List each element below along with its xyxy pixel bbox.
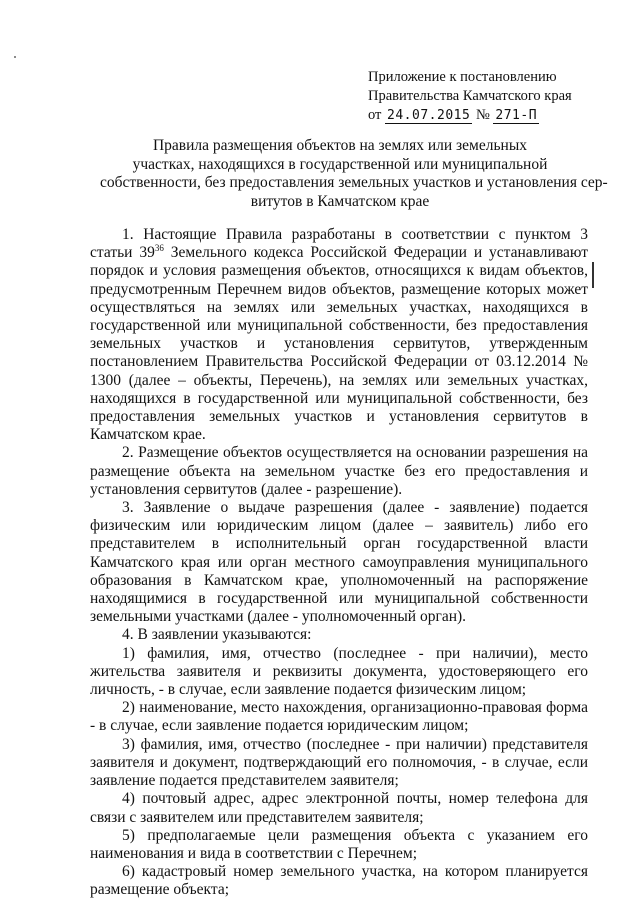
paragraph-1-rest: Земельного кодекса Российской Федерации и устанавливают порядок и условия размещения объектов, относящихся к видам объектов, предусмотренным Перечнем видов объектов, размещение которых может осуществляться на землях или земельных участках, находящихся в государственной или муниципальной собственности, без предоставления земельных участков и установления сервитутов, утвержденным постановлением Правительства Российской Федерации от 03.12.2014 № 1300 (далее – объекты, Перечень), на землях или земельных участках, находящихся в государственной или муниципальной собственности, без предоставления земельных участков и установления сервитутов в Камчатском крае. bbox=[90, 244, 588, 444]
article-superscript: 36 bbox=[154, 243, 164, 254]
document-date: 24.07.2015 bbox=[387, 108, 471, 123]
document-title bbox=[100, 137, 608, 211]
list-item-5: 5) предполагаемые цели размещения объекта с указанием его наименования и вида в соответствии с Перечнем; bbox=[90, 826, 588, 862]
number-prefix: № bbox=[475, 107, 490, 123]
paragraph-1-start: 1. Настоящие Правила разработаны в соответствии с пунктом 3 статьи 39 bbox=[90, 226, 588, 262]
list-item-6: 6) кадастровый номер земельного участка, на котором планируется размещение объекта; bbox=[90, 863, 588, 899]
margin-mark bbox=[592, 262, 594, 288]
list-item-1: 1) фамилия, имя, отчество (последнее - при наличии), место жительства заявителя и реквизиты документа, удостоверяющего его личность, - в случае, если заявление подается физическим лицом; bbox=[90, 644, 588, 699]
appendix-header bbox=[368, 68, 608, 125]
appendix-date-line bbox=[368, 106, 608, 125]
document-number: 271-П bbox=[495, 108, 538, 123]
list-item-2: 2) наименование, место нахождения, организационно-правовая форма - в случае, если заявление подается юридическим лицом; bbox=[90, 699, 588, 735]
paragraph-4: 4. В заявлении указываются: bbox=[122, 626, 312, 644]
scan-dot-mark bbox=[14, 56, 16, 58]
title-line-4: витутов в Камчатском крае bbox=[250, 192, 430, 210]
title-line-1: Правила размещения объектов на землях или земельных bbox=[152, 137, 528, 154]
list-item-4: 4) почтовый адрес, адрес электронной почты, номер телефона для связи с заявителем или представителем заявителя; bbox=[90, 790, 588, 826]
title-line-2: участках, находящихся в государственной или муниципальной bbox=[132, 155, 548, 173]
title-line-3: собственности, без предоставления земельных участков и установления сер- bbox=[100, 174, 608, 191]
date-prefix: от bbox=[368, 107, 382, 123]
list-item-3: 3) фамилия, имя, отчество (последнее - при наличии) представителя заявителя и документ, подтверждающий его полномочия, - в случае, если заявление подается представителем заявителя; bbox=[90, 735, 588, 790]
paragraph-1 bbox=[90, 226, 588, 444]
appendix-line-1: Приложение к постановлению bbox=[368, 69, 557, 85]
appendix-line-2: Правительства Камчатского края bbox=[368, 88, 572, 104]
paragraph-2: 2. Размещение объектов осуществляется на основании разрешения на размещение объекта на земельном участке без его предоставления и установления сервитутов (далее - разрешение). bbox=[90, 444, 588, 498]
document-body bbox=[90, 226, 588, 900]
paragraph-3: 3. Заявление о выдаче разрешения (далее - заявление) подается физическим или юридическим лицом (далее – заявитель) либо его представителем в исполнительный орган государственной власти Камчатского края или орган местного самоуправления муниципального образования в Камчатском крае, уполномоченный на распоряжение находящимися в государственной или муниципальной собственности земельными участками (далее - уполномоченный орган). bbox=[90, 499, 588, 626]
